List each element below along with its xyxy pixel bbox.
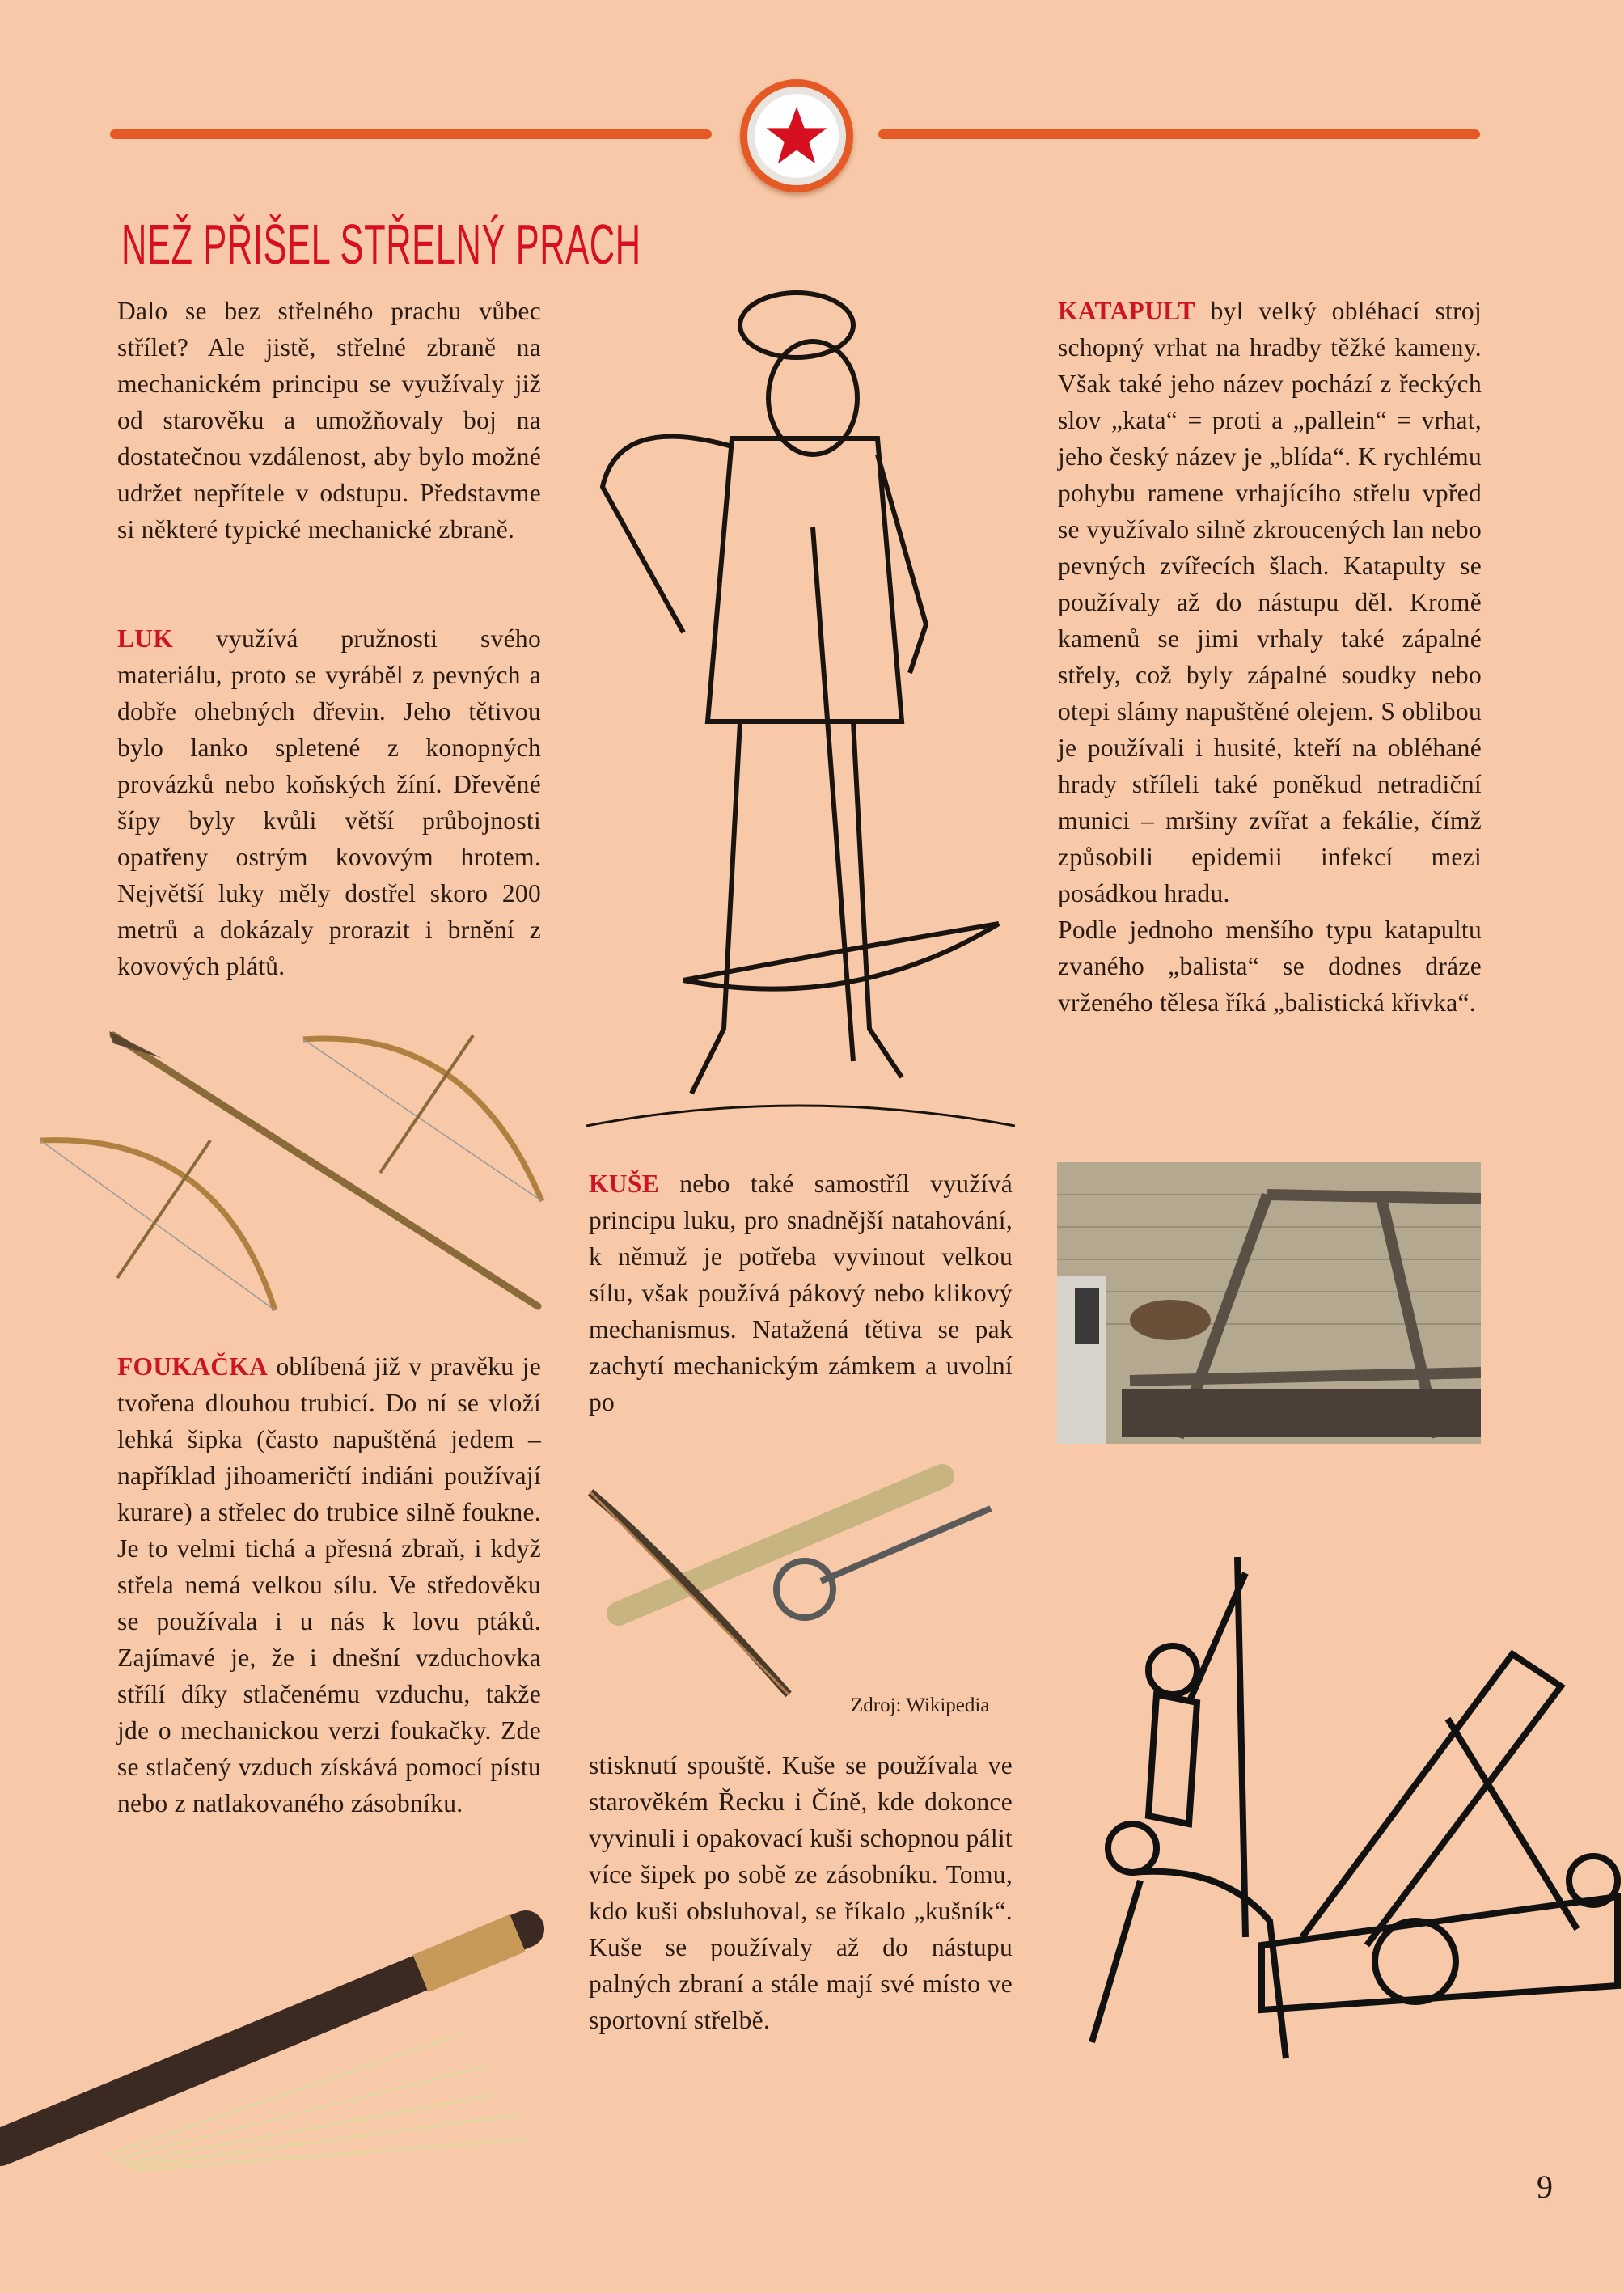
star-icon	[764, 104, 829, 168]
kuse-continuation	[589, 1747, 1013, 2038]
foukacka-paragraph	[117, 1348, 541, 1821]
crossbowman-woodcut-image	[586, 285, 1015, 1134]
catapult-drawing	[1059, 1557, 1624, 2067]
header-rule-left	[110, 129, 712, 139]
kuse-keyword: KUŠE	[589, 1170, 659, 1198]
crossbow-photo-caption: Zdroj: Wikipedia	[851, 1694, 990, 1716]
luk-keyword: LUK	[117, 624, 174, 653]
crossbow-photo	[586, 1460, 1007, 1711]
bows-arrows-image	[32, 1019, 550, 1318]
katapult-paragraph	[1058, 293, 1482, 1021]
luk-paragraph	[117, 620, 541, 984]
katapult-text-2: Podle jednoho menšího typu katapultu zvaného „balista“ se dodnes dráze vrženého tělesa říká „balistická křivka“.	[1058, 916, 1482, 1017]
luk-text: využívá pružnosti svého materiálu, proto se vyráběl z pevných a dobře ohebných dřevin. Jeho tětivou bylo lanko spletené z konopných provázků nebo koňských žíní. Dřevěné šípy byly kvůli větší průbojnosti opatřeny ostrým kovovým hrotem. Největší luky měly dostřel skoro 200 metrů a dokázaly prorazit i brnění z kovových plátů.	[117, 624, 541, 980]
blowgun-image	[0, 1897, 566, 2172]
catapult-photo	[1057, 1162, 1481, 1444]
header-badge	[740, 79, 853, 192]
foukacka-keyword: FOUKAČKA	[117, 1352, 269, 1381]
katapult-keyword: KATAPULT	[1058, 297, 1195, 325]
kuse-text: nebo také samostříl využívá principu luku, pro snadnější natahování, k němuž je potřeba vyvinout velkou sílu, však používá pákový nebo klikový mechanismus. Natažená tětiva se pak zachytí mechanickým zámkem a uvolní po	[589, 1170, 1013, 1416]
kuse-paragraph	[589, 1166, 1013, 1420]
foukacka-text: oblíbená již v pravěku je tvořena dlouhou trubicí. Do ní se vloží lehká šipka (často napuštěná jedem – například jihoameričtí indiáni používají kurare) a střelec do trubice silně foukne. Je to velmi tichá a přesná zbraň, i když střela nemá velkou sílu. Ve středověku se používala i u nás k lovu ptáků. Zajímavé je, že i dnešní vzduchovka střílí díky stlačenému vzduchu, takže jde o mechanickou verzi foukačky. Zde se stlačený vzduch získává pomocí pístu nebo z natlakovaného zásobníku.	[117, 1352, 541, 1817]
kuse-continuation-text: stisknutí spouště. Kuše se používala ve starověkém Řecku i Číně, kde dokonce vyvinuli i opakovací kuši schopnou pálit více šipek po sobě ze zásobníku. Tomu, kdo kuši obsluhoval, se říkalo „kušník“. Kuše se používaly až do nástupu palných zbraní a stále mají své místo ve sportovní střelbě.	[589, 1751, 1013, 2034]
header-rule-right	[878, 129, 1480, 139]
page-title: NEŽ PŘIŠEL STŘELNÝ PRACH	[121, 213, 641, 276]
katapult-text: byl velký obléhací stroj schopný vrhat na hradby těžké kameny. Však také jeho název pochází z řeckých slov „kata“ = proti a „pallein“ = vrhat, jeho český název je „blída“. K rychlému pohybu ramene vrhajícího střelu vpřed se využívalo silně zkroucených lan nebo pevných zvířecích šlach. Katapulty se používaly až do nástupu děl. Kromě kamenů se jimi vrhaly také zápalné střely, což byly zápalné soudky nebo otepi slámy napuštěné olejem. S oblibou je používali i husité, kteří na obléhané hrady stříleli také poněkud netradiční munici – mršiny zvířat a fekálie, čímž způsobili epidemii infekcí mezi posádkou hradu.	[1058, 297, 1482, 907]
page-number: 9	[1537, 2168, 1553, 2205]
intro-text: Dalo se bez střelného prachu vůbec střílet? Ale jistě, střelné zbraně na mechanickém principu se využívaly již od starověku a umožňovaly boj na dostatečnou vzdálenost, aby bylo možné udržet nepřítele v odstupu. Představme si některé typické mechanické zbraně.	[117, 297, 541, 544]
intro-paragraph	[117, 293, 541, 548]
